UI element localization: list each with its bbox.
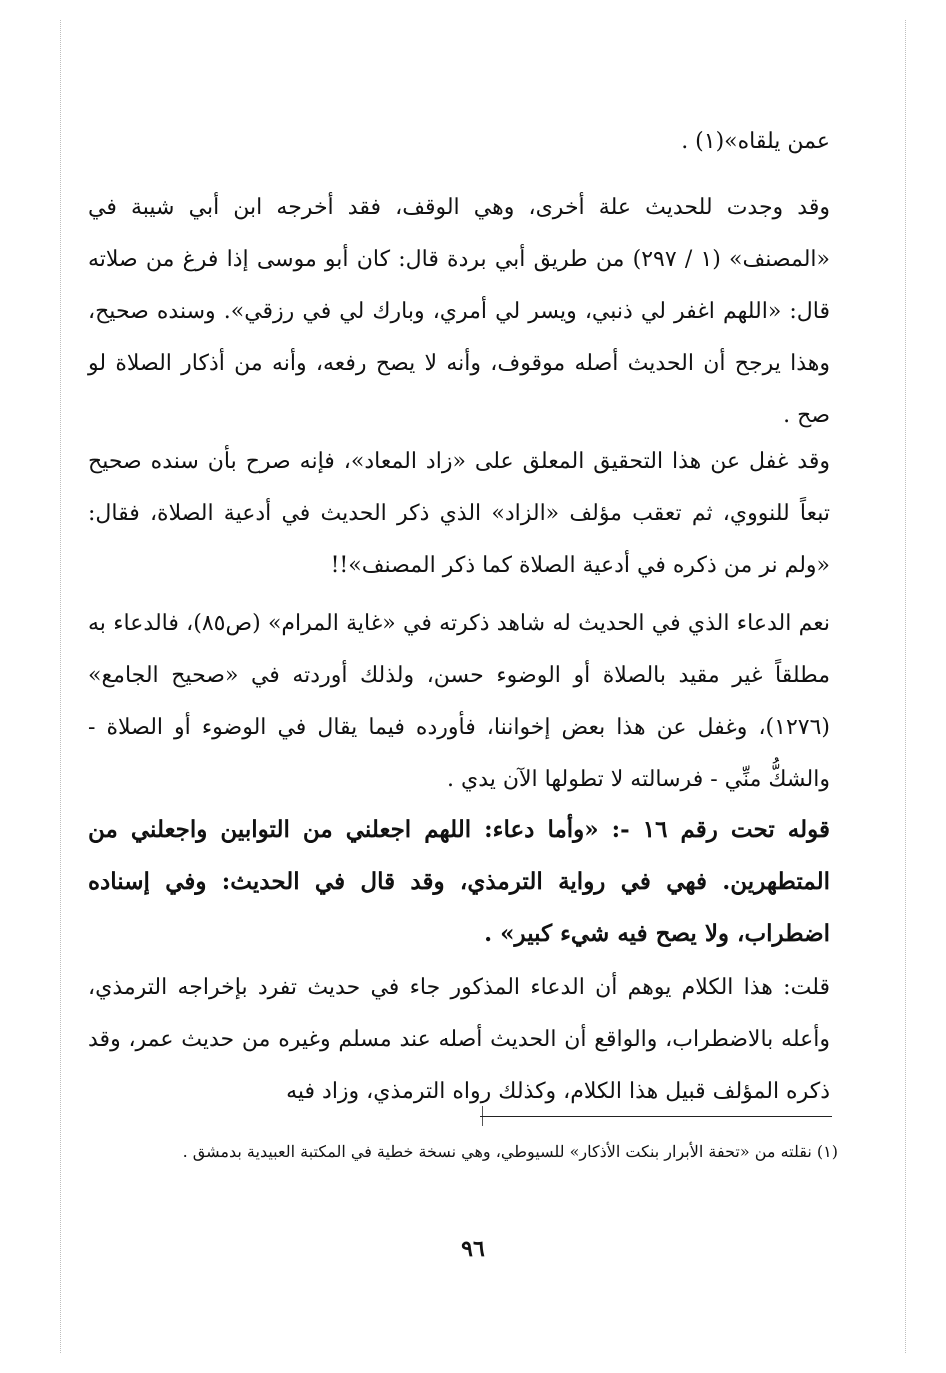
paragraph-waqf-illa bbox=[88, 182, 830, 442]
page-number: ٩٦ bbox=[461, 1236, 485, 1262]
opening-line-text: عمن يلقاه»(١) . bbox=[681, 129, 830, 154]
paragraph-text: قلت: هذا الكلام يوهم أن الدعاء المذكور جاء في حديث تفرد بإخراجه الترمذي، وأعله بالاضطراب، والواقع أن الحديث أصله عند مسلم وغيره من حديث عمر، وقد ذكره المؤلف قبيل هذا الكلام، وكذلك رواه الترمذي، وزاد فيه bbox=[88, 975, 830, 1104]
paragraph-text: نعم الدعاء الذي في الحديث له شاهد ذكرته في «غاية المرام» (ص٨٥)، فالدعاء به مطلقاً غير مقيد بالصلاة أو الوضوء حسن، ولذلك أوردته في «صحيح الجامع» (١٢٧٦)، وغفل عن هذا بعض إخواننا، فأورده فيما يقال في الوضوء أو الصلاة - والشكُّ منِّي - فرسالته لا تطولها الآن يدي . bbox=[88, 611, 830, 792]
paragraph-text: وقد وجدت للحديث علة أخرى، وهي الوقف، فقد أخرجه ابن أبي شيبة في «المصنف» (١ / ٢٩٧) من طريق أبي بردة قال: كان أبو موسى إذا فرغ من صلاته قال: «اللهم اغفر لي ذنبي، ويسر لي أمري، وبارك لي في رزقي». وسنده صحيح، وهذا يرجح أن الحديث أصله موقوف، وأنه لا يصح رفعه، وأنه من أذكار الصلاة لو صح . bbox=[88, 195, 830, 428]
footnote-separator bbox=[480, 1116, 832, 1117]
paragraph-zad-al-maad bbox=[88, 436, 830, 592]
footnote-text: (١) نقلته من «تحفة الأبرار بنكت الأذكار» للسيوطي، وهي نسخة خطية في المكتبة العبيدية بدمشق . bbox=[182, 1142, 838, 1161]
paragraph-shahid bbox=[88, 598, 830, 806]
opening-line bbox=[88, 116, 830, 168]
scan-edge-left bbox=[60, 20, 61, 1353]
scan-edge-right bbox=[905, 20, 906, 1353]
paragraph-text: وقد غفل عن هذا التحقيق المعلق على «زاد المعاد»، فإنه صرح بأن سنده صحيح تبعاً للنووي، ثم تعقب مؤلف «الزاد» الذي ذكر الحديث في أدعية الصلاة، فقال: «ولم نر من ذكره في أدعية الصلاة كما ذكر المصنف»!! bbox=[88, 449, 830, 578]
paragraph-text: قوله تحت رقم ١٦ -: «وأما دعاء: اللهم اجعلني من التوابين واجعلني من المتطهرين. فهي في رواية الترمذي، وقد قال في الحديث: وفي إسناده اضطراب، ولا يصح فيه شيء كبير» . bbox=[88, 816, 830, 947]
paragraph-quoted-statement bbox=[88, 804, 830, 960]
paragraph-response bbox=[88, 962, 830, 1118]
footnote bbox=[100, 1132, 838, 1172]
